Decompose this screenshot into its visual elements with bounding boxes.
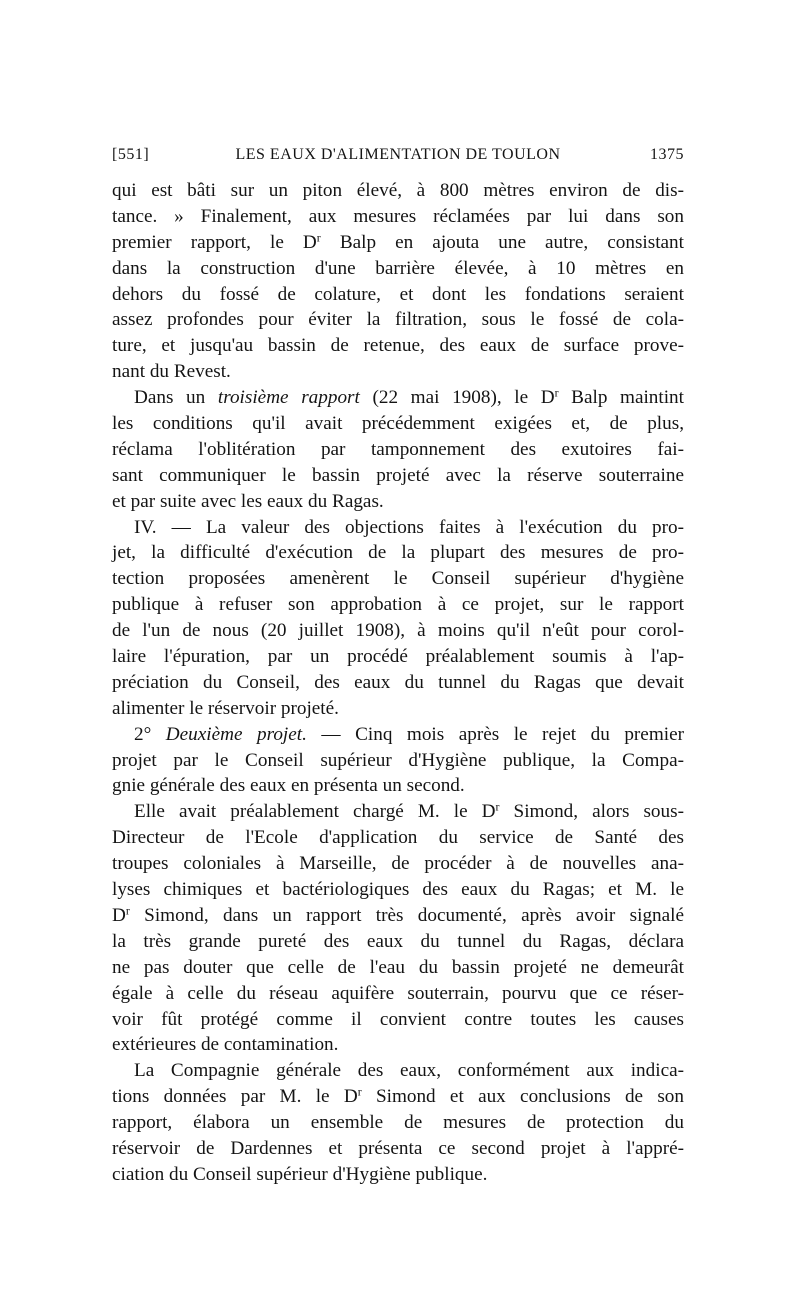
paragraph xyxy=(112,515,684,722)
text-line: nant du Revest. xyxy=(112,361,231,383)
paragraph xyxy=(112,722,684,800)
running-title: LES EAUX D'ALIMENTATION DE TOULON xyxy=(235,146,561,163)
text-line: projet par le Conseil supérieur d'Hygiène publique, la Compa- xyxy=(112,749,684,771)
text-line: tance. » Finalement, aux mesures réclamées par lui dans son xyxy=(112,205,684,227)
text-line: ture, et jusqu'au bassin de retenue, des eaux de surface prove- xyxy=(112,335,684,357)
text-line: troupes coloniales à Marseille, de procéder à de nouvelles ana- xyxy=(112,853,684,875)
text-line: qui est bâti sur un piton élevé, à 800 mètres environ de dis- xyxy=(112,180,684,201)
text-line: de l'un de nous (20 juillet 1908), à moins qu'il n'eût pour corol- xyxy=(112,620,684,642)
text-line: IV. — La valeur des objections faites à l'exécution du pro- xyxy=(134,516,684,538)
paragraph xyxy=(112,1058,684,1187)
text-line: tection proposées amenèrent le Conseil supérieur d'hygiène xyxy=(112,568,684,590)
text-line: extérieures de contamination. xyxy=(112,1034,339,1056)
text-line: réservoir de Dardennes et présenta ce second projet à l'appré- xyxy=(112,1137,684,1159)
text-line: publique à refuser son approbation à ce projet, sur le rapport xyxy=(112,594,684,616)
text-line: Dans un troisième rapport (22 mai 1908), le $D^r$ Balp maintint xyxy=(134,385,684,409)
text-line: Directeur de l'Ecole d'application du service de Santé des xyxy=(112,827,684,849)
text-line: rapport, élabora un ensemble de mesures de protection du xyxy=(112,1112,684,1134)
text-line: ciation du Conseil supérieur d'Hygiène publique. xyxy=(112,1163,488,1185)
paragraph xyxy=(112,385,684,514)
text-line: voir fût protégé comme il convient contre toutes les causes xyxy=(112,1008,684,1030)
text-line: alimenter le réservoir projeté. xyxy=(112,697,339,719)
text-line: premier rapport, le $D^r$ Balp en ajouta une autre, consistant xyxy=(112,230,684,253)
text-line: sant communiquer le bassin projeté avec la réserve souterraine xyxy=(112,464,684,486)
text-line: gnie générale des eaux en présenta un second. xyxy=(112,775,465,797)
document-page xyxy=(112,140,684,1188)
text-line: jet, la difficulté d'exécution de la plupart des mesures de pro- xyxy=(112,542,684,564)
text-line: réclama l'oblitération par tamponnement des exutoires fai- xyxy=(112,438,684,460)
text-line: dehors du fossé de colature, et dont les fondations seraient xyxy=(112,283,684,305)
text-line: préciation du Conseil, des eaux du tunnel du Ragas que devait xyxy=(112,671,684,693)
page-number: 1375 xyxy=(650,146,684,163)
running-header xyxy=(112,140,684,170)
text-line: 2° Deuxième projet. — Cinq mois après le rejet du premier xyxy=(134,723,684,745)
paragraph xyxy=(112,799,684,1058)
text-line: assez profondes pour éviter la filtration, sous le fossé de cola- xyxy=(112,309,684,331)
text-line: dans la construction d'une barrière élevée, à 10 mètres en xyxy=(112,257,684,279)
text-line: égale à celle du réseau aquifère souterrain, pourvu que ce réser- xyxy=(112,982,684,1004)
text-line: la très grande pureté des eaux du tunnel du Ragas, déclara xyxy=(112,930,684,952)
text-line: et par suite avec les eaux du Ragas. xyxy=(112,490,384,512)
text-line: tions données par M. le $D^r$ Simond et aux conclusions de son xyxy=(112,1084,684,1108)
text-line: Elle avait préalablement chargé M. le $D^r$ Simond, alors sous- xyxy=(134,799,684,823)
text-line: La Compagnie générale des eaux, conformément aux indica- xyxy=(134,1060,684,1082)
paragraph xyxy=(112,178,684,385)
text-line: ne pas douter que celle de l'eau du bassin projeté ne demeurât xyxy=(112,956,684,978)
text-line: les conditions qu'il avait précédemment exigées et, de plus, xyxy=(112,413,684,435)
text-line: $D^r$ Simond, dans un rapport très documenté, après avoir signalé xyxy=(112,903,684,926)
page-reference: [551] xyxy=(112,146,150,163)
text-line: lyses chimiques et bactériologiques des eaux du Ragas; et M. le xyxy=(112,879,684,901)
body-text xyxy=(112,178,684,1188)
text-line: laire l'épuration, par un procédé préalablement soumis à l'ap- xyxy=(112,646,684,668)
